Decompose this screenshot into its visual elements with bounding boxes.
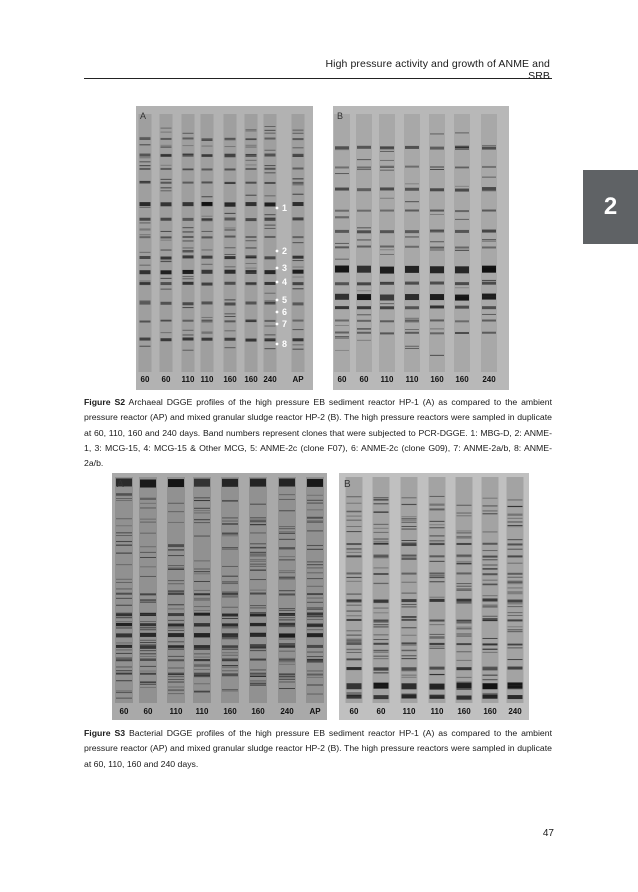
lane-label: AP: [309, 707, 321, 716]
lane-label: 160: [223, 375, 237, 384]
lane-label: 160: [223, 707, 237, 716]
gel-lane: [507, 477, 524, 703]
chapter-tab: 2: [583, 170, 638, 244]
caption-text: Bacterial DGGE profiles of the high pressure EB sediment reactor HP-1 (A) as compared to the ambient pressure reactor (AP) and mixed granular sludge reactor HP-2 (B). The high pressure reactors were sampled in duplicate at 60, 110, 160 and 240 days.: [84, 728, 552, 769]
lane-label: 240: [508, 707, 522, 716]
lane-label: 110: [200, 375, 214, 384]
lane-label: 60: [161, 375, 171, 384]
gel-lane: [193, 477, 211, 703]
figure-s2-panel-b-gel: [333, 106, 509, 390]
panel-label: A: [140, 111, 147, 121]
lane-label: 110: [169, 707, 183, 716]
lane-label: 160: [457, 707, 471, 716]
lane-label: AP: [292, 375, 304, 384]
panel-label: B: [344, 479, 351, 490]
figure-s3-panel-b-gel: [339, 473, 529, 720]
lane-label: 60: [337, 375, 347, 384]
gel-lane: [139, 477, 157, 703]
lane-label: 110: [402, 707, 416, 716]
gel-lane: [456, 477, 473, 703]
band-number: 7: [282, 319, 288, 329]
gel-lane: [245, 114, 258, 372]
gel-lane: [139, 114, 152, 372]
lane-label: 240: [263, 375, 277, 384]
gel-lane: [182, 114, 195, 372]
figure-s3-caption: [84, 726, 552, 772]
gel-lane: [224, 114, 237, 372]
band-number: 3: [282, 263, 288, 273]
gel-lane: [373, 477, 390, 703]
gel-lane: [379, 114, 395, 372]
gel-lane: [404, 114, 420, 372]
lane-label: 160: [251, 707, 265, 716]
gel-lane: [221, 477, 239, 703]
gel-lane: [482, 477, 499, 703]
band-number: 5: [282, 295, 288, 305]
lane-label: 60: [376, 707, 386, 716]
gel-lane: [201, 114, 214, 372]
lane-label: 110: [181, 375, 195, 384]
caption-text: Archaeal DGGE profiles of the high pressure EB sediment reactor HP-1 (A) as compared to the ambient pressure reactor (AP) and mixed granular sludge reactor HP-2 (B). The high pressure reactors were sampled in duplicate at 60, 110, 160 and 240 days. Band numbers represent clones that were subjected to PCR-DGGE. 1: MBG-D, 2: ANME-1, 3: MCG-15, 4: MCG-15 & Other MCG, 5: ANME-2c (clone F07), 6: ANME-2c (clone G09), 7: ANME-2a/b, 8: ANME-2a/b.: [84, 397, 552, 469]
lane-label: 160: [244, 375, 258, 384]
gel-lane: [356, 114, 372, 372]
gel-lane: [115, 477, 133, 703]
panel-label: B: [337, 111, 344, 121]
gel-lane: [278, 477, 296, 703]
lane-label: 110: [430, 707, 444, 716]
gel-lane: [264, 114, 277, 372]
gel-lane: [454, 114, 470, 372]
gel-lane: [401, 477, 418, 703]
band-number: 1: [282, 203, 288, 213]
gel-lane: [481, 114, 497, 372]
figure-s3-panel-a-gel: [112, 473, 327, 720]
gel-lane: [346, 477, 363, 703]
panel-label: A: [117, 479, 124, 490]
page-number: 47: [542, 828, 554, 839]
lane-label: 160: [430, 375, 444, 384]
lane-label: 160: [455, 375, 469, 384]
header-rule: [84, 78, 552, 79]
band-number: 6: [282, 307, 288, 317]
lane-label: 60: [140, 375, 150, 384]
gel-lane: [429, 477, 446, 703]
running-header: High pressure activity and growth of ANME and SRB: [325, 58, 550, 82]
lane-label: 240: [280, 707, 294, 716]
lane-label: 60: [349, 707, 359, 716]
lane-label: 110: [195, 707, 209, 716]
gel-lane: [292, 114, 305, 372]
lane-label: 160: [483, 707, 497, 716]
gel-lane: [167, 477, 185, 703]
lane-label: 240: [482, 375, 496, 384]
caption-label: Figure S2: [84, 397, 126, 407]
lane-label: 110: [380, 375, 394, 384]
lane-label: 60: [119, 707, 129, 716]
band-number: 2: [282, 246, 288, 256]
caption-label: Figure S3: [84, 728, 126, 738]
lane-label: 60: [359, 375, 369, 384]
band-number: 8: [282, 339, 288, 349]
band-number: 4: [282, 277, 288, 287]
gel-lane: [429, 114, 445, 372]
lane-label: 110: [405, 375, 419, 384]
gel-lane: [160, 114, 173, 372]
gel-lane: [249, 477, 267, 703]
lane-label: 60: [143, 707, 153, 716]
figure-s2-panel-a-gel: [136, 106, 313, 390]
gel-lane: [306, 477, 324, 703]
gel-lane: [334, 114, 350, 372]
figure-s2-caption: [84, 395, 552, 471]
